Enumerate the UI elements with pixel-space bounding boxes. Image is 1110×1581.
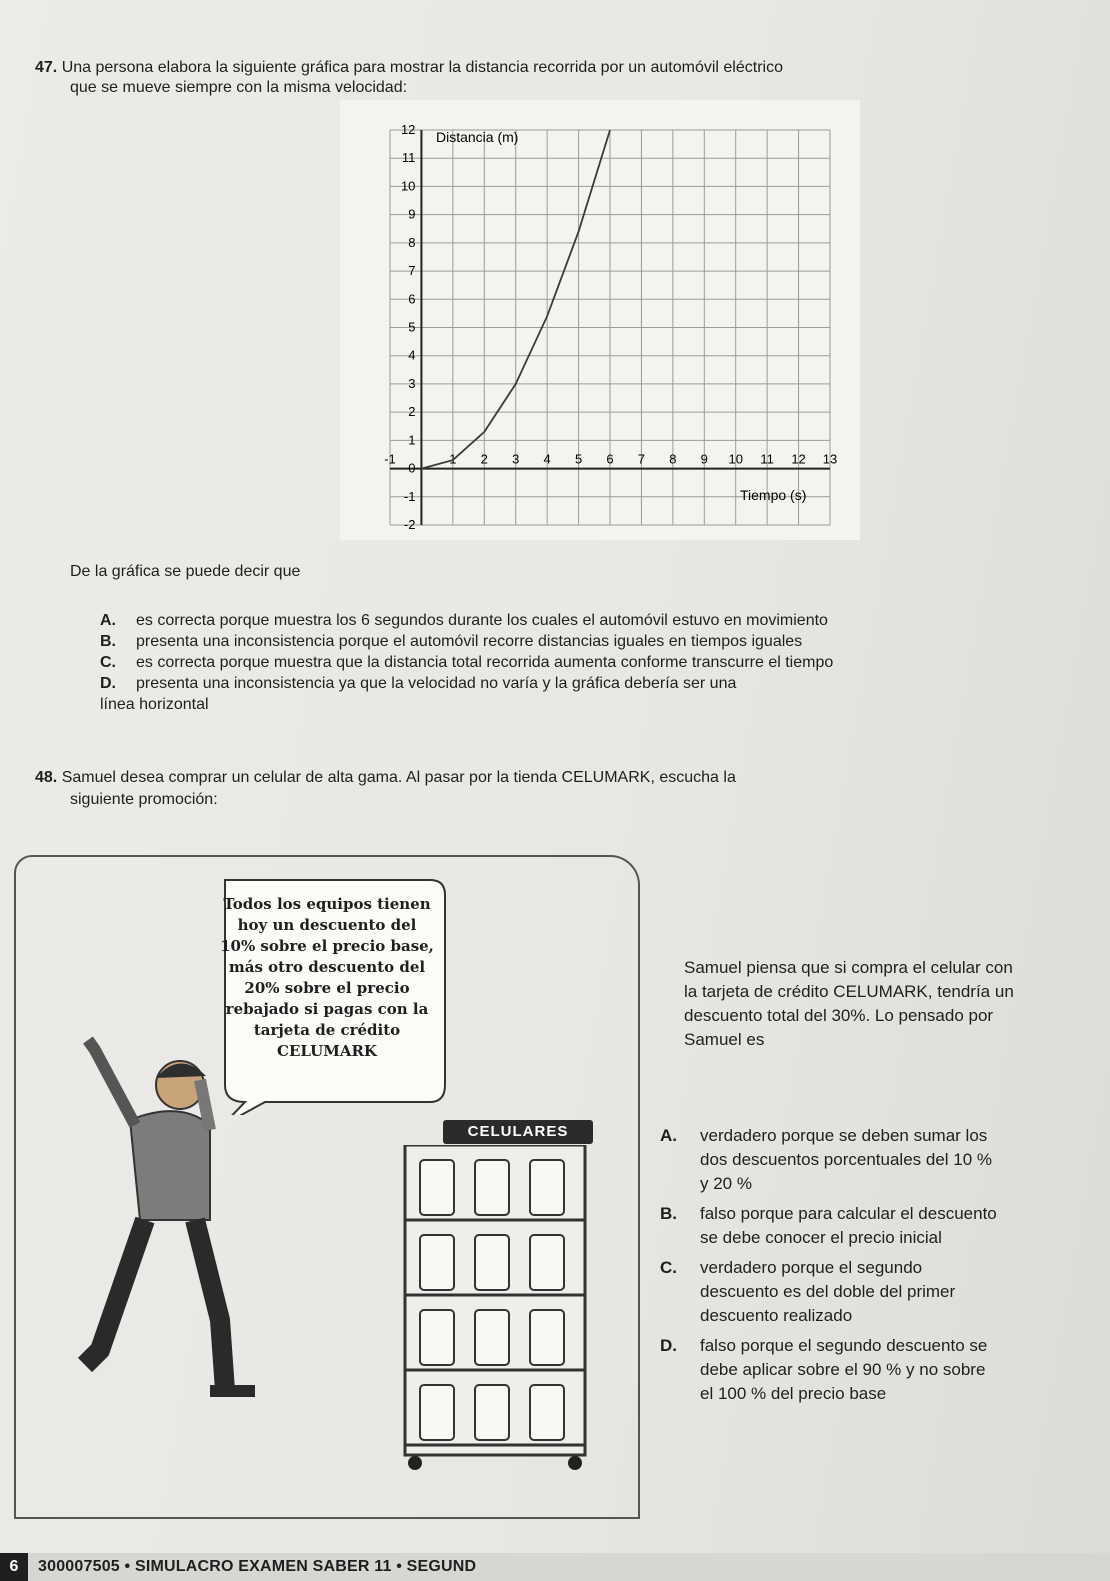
- y-tick-label: 6: [408, 291, 416, 307]
- q47-option-c: [100, 653, 1100, 672]
- distance-time-chart: [340, 100, 860, 540]
- y-tick-label: 5: [408, 319, 416, 335]
- option-text: [700, 1256, 955, 1328]
- option-line: falso porque el segundo descuento se: [700, 1336, 988, 1355]
- x-tick-label: 13: [822, 451, 838, 467]
- option-letter: A.: [660, 1126, 677, 1145]
- option-letter: D.: [660, 1336, 677, 1355]
- phone: [475, 1385, 509, 1440]
- x-tick-label: 2: [480, 451, 488, 467]
- option-letter: B.: [100, 633, 116, 650]
- option-text: [700, 1124, 992, 1196]
- q48-stem-line: descuento total del 30%. Lo pensado por: [684, 1006, 994, 1025]
- q47-statement-line1: [35, 58, 1110, 78]
- promo-line: Todos los equipos tienen: [223, 895, 431, 913]
- q48-stem: [684, 956, 1104, 1052]
- q47-statement-line2: que se mueve siempre con la misma velocidad:: [70, 79, 408, 96]
- q48-stem-line: Samuel piensa que si compra el celular con: [684, 958, 1013, 977]
- x-tick-label: 8: [669, 451, 677, 467]
- q48-statement-line2: siguiente promoción:: [70, 791, 218, 808]
- y-tick-label: 3: [408, 375, 416, 391]
- option-text: presenta una inconsistencia porque el automóvil recorre distancias iguales en tiempos iguales: [136, 633, 803, 650]
- q47-number: 47.: [35, 59, 58, 76]
- x-tick-label: 5: [574, 451, 583, 467]
- promo-line: 20% sobre el precio: [244, 979, 410, 997]
- q48-stem-line: la tarjeta de crédito CELUMARK, tendría un: [684, 982, 1014, 1001]
- promo-line: hoy un descuento del: [237, 916, 417, 934]
- y-tick-label: 10: [400, 178, 416, 194]
- x-tick-label: 4: [543, 451, 551, 467]
- x-tick-label: 1: [449, 451, 457, 467]
- phone: [420, 1235, 454, 1290]
- x-tick-label: 7: [637, 451, 646, 467]
- phone-shelf: [395, 1145, 595, 1485]
- phone: [420, 1160, 454, 1215]
- q47-text-1: Una persona elabora la siguiente gráfica para mostrar la distancia recorrida por un automóvil eléctrico: [61, 59, 783, 76]
- phone: [530, 1385, 564, 1440]
- q48-stem-line: Samuel es: [684, 1030, 765, 1049]
- phone: [475, 1310, 509, 1365]
- promo-line: 10% sobre el precio base,: [220, 937, 434, 955]
- option-line: se debe conocer el precio inicial: [700, 1228, 942, 1247]
- q48-option-c: [660, 1256, 1100, 1328]
- y-tick-label: 1: [408, 432, 416, 448]
- option-letter: A.: [100, 612, 116, 629]
- q48-options: [660, 1124, 1100, 1412]
- phone: [420, 1385, 454, 1440]
- footer-text: 300007505 • SIMULACRO EXAMEN SABER 11 • SEGUND: [38, 1558, 477, 1575]
- x-axis-label: Tiempo (s): [740, 487, 807, 503]
- promo-line: CELUMARK: [277, 1042, 377, 1060]
- option-line: descuento es del doble del primer: [700, 1282, 956, 1301]
- y-tick-label: 9: [408, 206, 416, 222]
- x-tick-label: 9: [700, 451, 708, 467]
- y-tick-label: -2: [403, 517, 416, 532]
- q48-option-a: [660, 1124, 1100, 1196]
- x-tick-label: 12: [791, 451, 806, 467]
- option-letter: C.: [660, 1258, 677, 1277]
- x-tick-label: 11: [760, 451, 774, 467]
- option-line: dos descuentos porcentuales del 10 %: [700, 1150, 993, 1169]
- option-line: debe aplicar sobre el 90 % y no sobre: [700, 1360, 986, 1379]
- y-tick-label: -1: [403, 488, 416, 504]
- y-tick-label: 12: [400, 122, 416, 137]
- shelf-sign: CELULARES: [443, 1120, 593, 1144]
- phone: [420, 1310, 454, 1365]
- option-letter: C.: [100, 654, 116, 671]
- option-line: el 100 % del precio base: [700, 1384, 887, 1403]
- option-text: línea horizontal: [100, 696, 209, 713]
- option-line: falso porque para calcular el descuento: [700, 1204, 997, 1223]
- q47-option-cont: [100, 695, 1100, 714]
- option-text: es correcta porque muestra los 6 segundos durante los cuales el automóvil estuvo en movimiento: [136, 612, 828, 629]
- q48-option-d: [660, 1334, 1100, 1406]
- shelf-wheel: [568, 1456, 582, 1470]
- page-number: 6: [0, 1553, 28, 1581]
- x-tick-label: 3: [512, 451, 520, 467]
- q48-option-b: [660, 1202, 1100, 1250]
- promo-line: más otro descuento del: [228, 958, 426, 976]
- chart-background: [340, 100, 860, 540]
- option-letter: B.: [660, 1204, 677, 1223]
- option-line: descuento realizado: [700, 1306, 853, 1325]
- x-tick-label: 6: [606, 451, 614, 467]
- q48-statement-line1: [35, 768, 1110, 788]
- option-text: [700, 1202, 997, 1250]
- promo-line: tarjeta de crédito: [253, 1021, 401, 1039]
- option-text: es correcta porque muestra que la distancia total recorrida aumenta conforme transcurre el tiempo: [136, 654, 834, 671]
- y-tick-label: 2: [408, 404, 416, 420]
- page-footer: [0, 1553, 1110, 1581]
- y-tick-label: 4: [408, 347, 416, 363]
- phone: [475, 1160, 509, 1215]
- option-line: verdadero porque se deben sumar los: [700, 1126, 988, 1145]
- phone: [475, 1235, 509, 1290]
- q47-option-d: [100, 674, 1100, 693]
- y-axis-label: Distancia (m): [436, 129, 519, 145]
- y-tick-label: 11: [401, 150, 416, 166]
- person-illustration: [60, 1020, 280, 1410]
- q47-lead: De la gráfica se puede decir que: [70, 563, 301, 580]
- q47-option-a: [100, 611, 1100, 630]
- option-letter: D.: [100, 675, 116, 692]
- q47-option-b: [100, 632, 1100, 651]
- option-line: verdadero porque el segundo: [700, 1258, 923, 1277]
- q48-number: 48.: [35, 769, 58, 786]
- q47-options: [100, 611, 1100, 716]
- x-tick-label: -1: [384, 451, 396, 467]
- phone: [530, 1235, 564, 1290]
- y-tick-label: 0: [408, 460, 416, 476]
- phone: [530, 1310, 564, 1365]
- q48-text-1: Samuel desea comprar un celular de alta gama. Al pasar por la tienda CELUMARK, escucha la: [61, 769, 736, 786]
- x-tick-label: 10: [728, 451, 743, 467]
- y-tick-label: 7: [408, 263, 416, 279]
- shelf-wheel: [408, 1456, 422, 1470]
- y-tick-label: 8: [408, 234, 416, 250]
- option-line: y 20 %: [700, 1174, 752, 1193]
- promo-line: rebajado si pagas con la: [225, 1000, 429, 1018]
- option-text: [700, 1334, 987, 1406]
- option-text: presenta una inconsistencia ya que la velocidad no varía y la gráfica debería ser una: [136, 675, 737, 692]
- phone: [530, 1160, 564, 1215]
